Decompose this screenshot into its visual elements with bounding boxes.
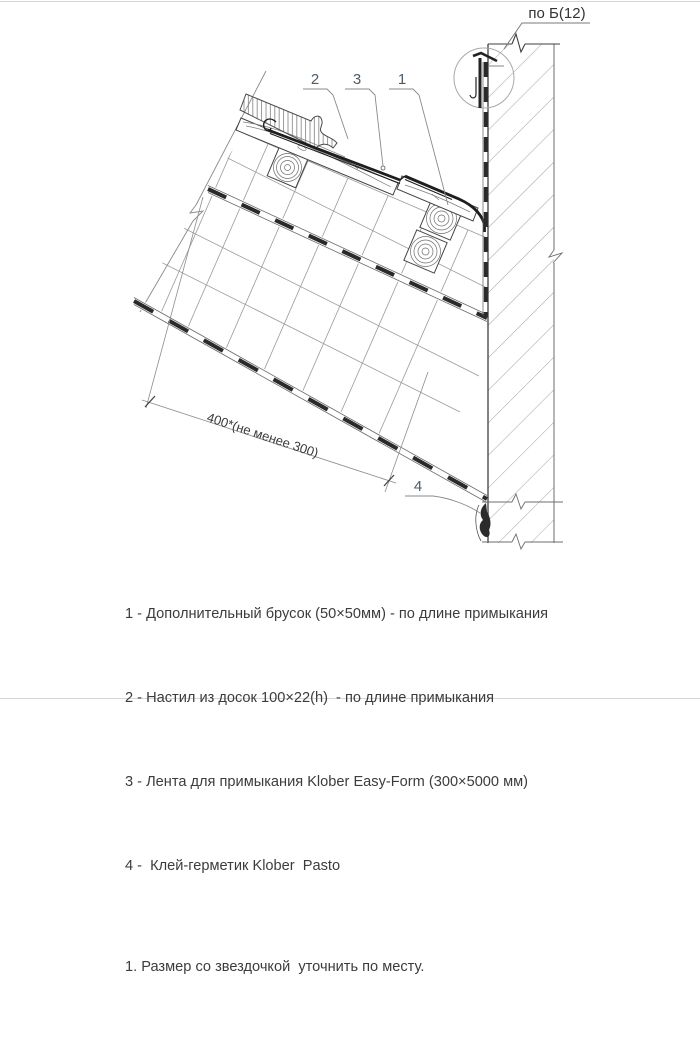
callout-4	[405, 478, 480, 513]
lower-membrane	[134, 298, 487, 503]
leader-end-marker	[381, 166, 385, 170]
legend-item-4: 4 - Клей-герметик Klober Pasto	[125, 858, 341, 874]
svg-text:3: 3	[352, 71, 362, 88]
svg-text:4: 4	[413, 478, 423, 495]
wall-hatching	[488, 44, 554, 543]
dimension-label: 400*(не менее 300)	[205, 409, 321, 461]
legend-item-2: 2 - Настил из досок 100×22(h) - по длине примыкания	[125, 690, 495, 706]
legend-item-1: 1 - Дополнительный брусок (50×50мм) - по длине примыкания	[125, 606, 549, 622]
masonry-wall	[482, 34, 563, 549]
dimension-400	[142, 197, 428, 492]
legend-note: 1. Размер со звездочкой уточнить по месту.	[125, 959, 425, 975]
legend-item-3: 3 - Лента для примыкания Klober Easy-Form (300×5000 мм)	[125, 774, 529, 790]
svg-text:1: 1	[397, 71, 407, 88]
flashing-hook	[470, 77, 476, 98]
detail-reference	[504, 5, 590, 49]
detail-ref-label: по Б(12)	[528, 5, 586, 22]
svg-text:2: 2	[310, 71, 320, 88]
sealing-tape	[264, 62, 486, 316]
image-border-top	[0, 1, 700, 2]
legend	[125, 544, 685, 1037]
callout-3	[345, 71, 383, 166]
